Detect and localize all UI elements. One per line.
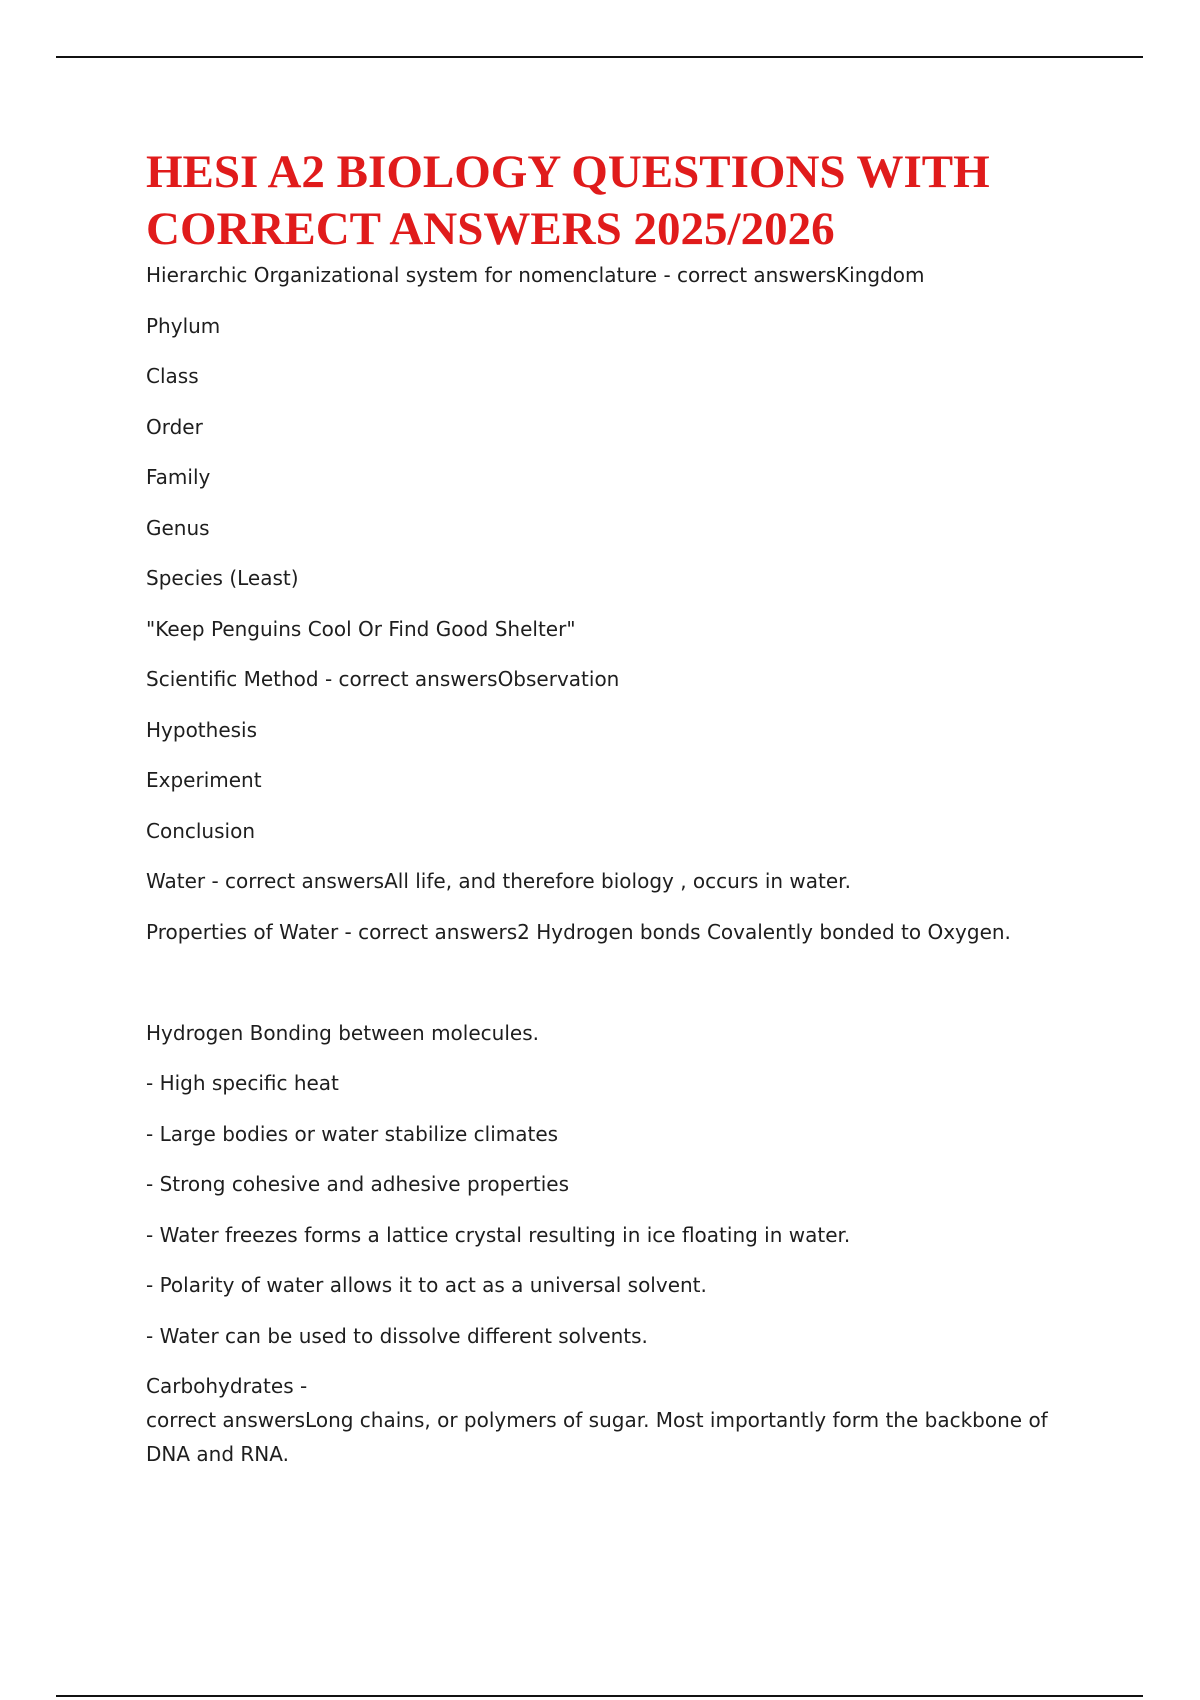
blank-gap [146, 965, 1066, 1016]
list-item: Hypothesis [146, 717, 258, 742]
list-item: - Water freezes forms a lattice crystal resulting in ice floating in water. [146, 1222, 851, 1247]
list-item: Genus [146, 515, 210, 540]
list-item: Water - correct answersAll life, and therefore biology , occurs in water. [146, 869, 851, 893]
document-title: HESI A2 BIOLOGY QUESTIONS WITH CORRECT ANSWERS 2025/2026 [146, 146, 990, 255]
carbohydrates-heading: Carbohydrates - [146, 1374, 308, 1398]
list-item: - Polarity of water allows it to act as a universal solvent. [146, 1273, 707, 1297]
qa-list [146, 258, 1066, 1471]
list-item: Order [146, 414, 203, 439]
list-item: Scientific Method - correct answersObservation [146, 667, 620, 691]
list-item: Properties of Water - correct answers2 Hydrogen bonds Covalently bonded to Oxygen. [146, 919, 1011, 944]
list-item: Phylum [146, 313, 221, 338]
list-item: Family [146, 465, 211, 489]
list-item: - Large bodies or water stabilize climates [146, 1121, 559, 1146]
list-item: - High specific heat [146, 1071, 339, 1095]
list-item: Experiment [146, 768, 262, 792]
list-item: Hierarchic Organizational system for nomenclature - correct answersKingdom [146, 263, 925, 287]
list-item: - Water can be used to dissolve different solvents. [146, 1323, 648, 1348]
list-item: "Keep Penguins Cool Or Find Good Shelter" [146, 616, 576, 641]
list-item: Hydrogen Bonding between molecules. [146, 1020, 539, 1045]
list-item: Species (Least) [146, 566, 299, 590]
bottom-divider [56, 1695, 1143, 1697]
list-item: - Strong cohesive and adhesive properties [146, 1172, 569, 1196]
list-item: Conclusion [146, 818, 255, 843]
list-item: Class [146, 364, 199, 388]
carbohydrates-answer: correct answersLong chains, or polymers of sugar. Most importantly form the backbone of DNA and RNA. [146, 1408, 1048, 1466]
document-body [146, 144, 1066, 1471]
top-divider [56, 56, 1143, 58]
